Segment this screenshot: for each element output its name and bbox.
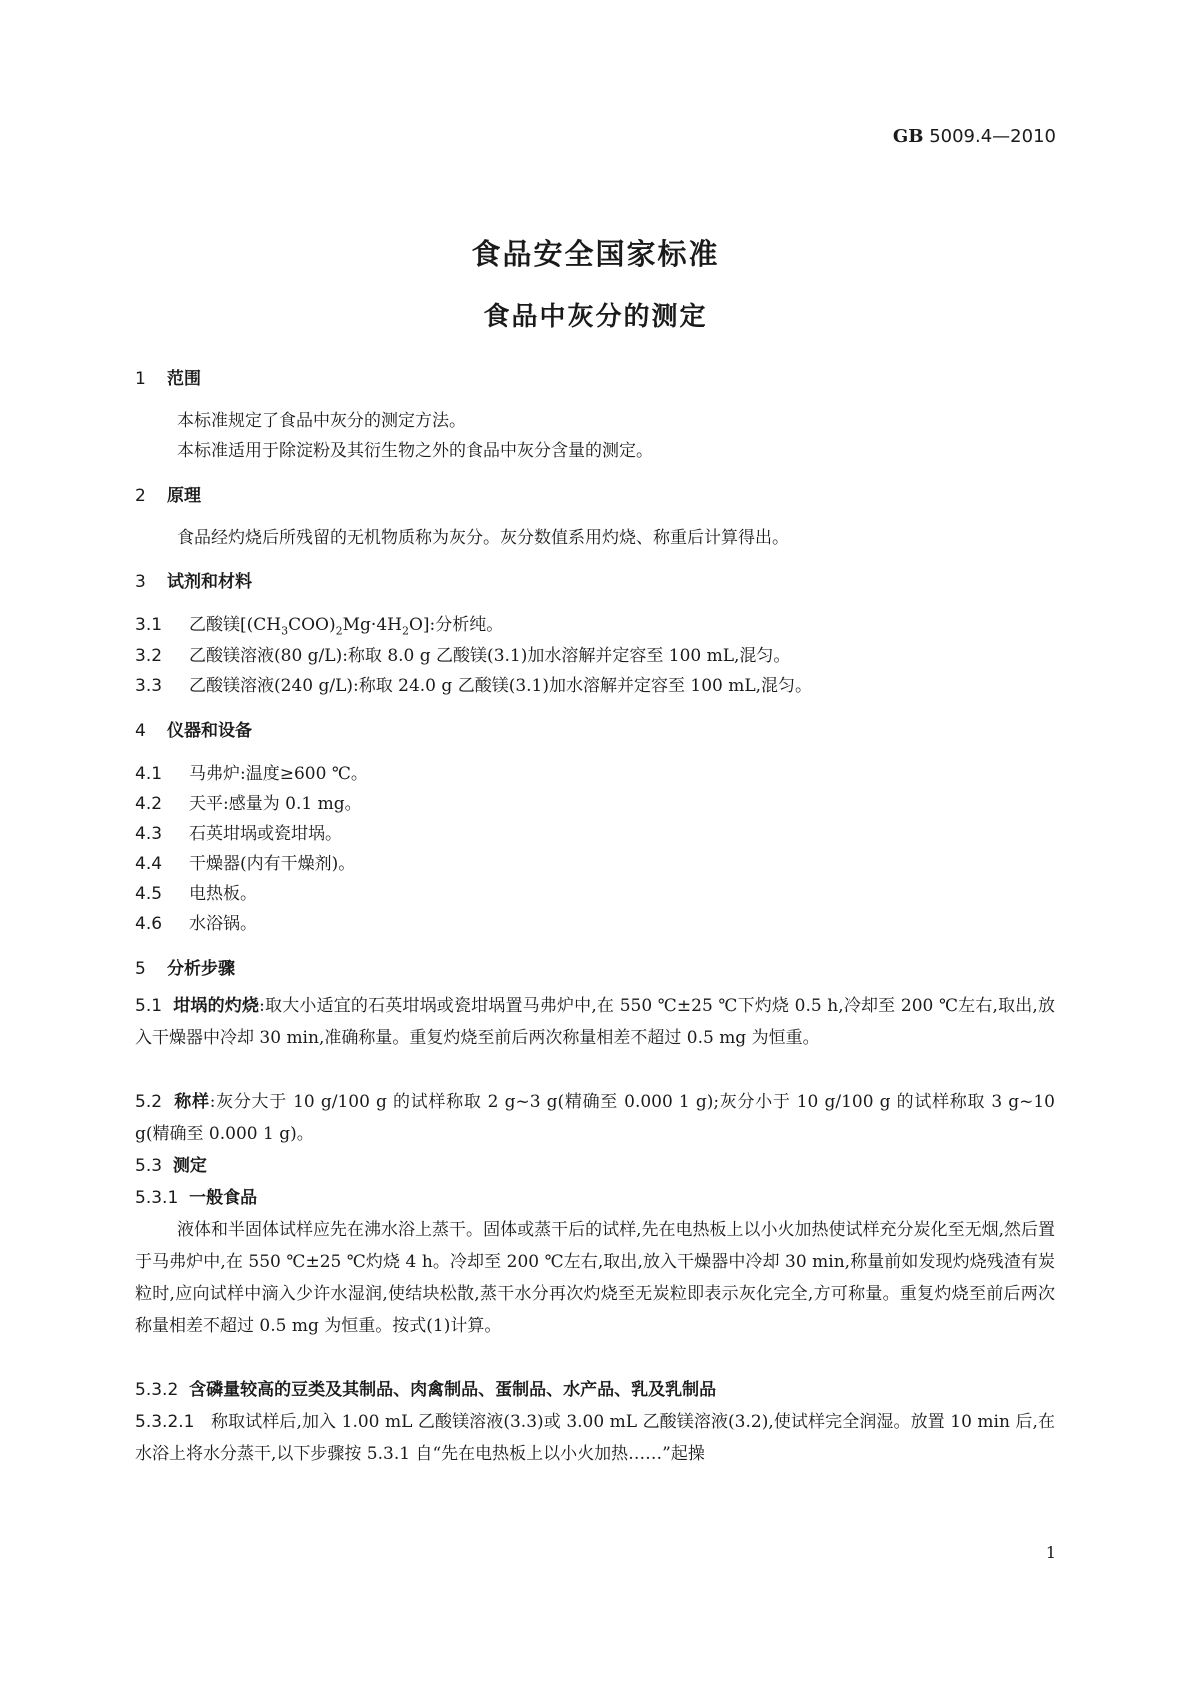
standard-code-prefix: GB bbox=[892, 126, 924, 147]
section-number: 5 bbox=[135, 959, 146, 979]
item-5-1 bbox=[135, 990, 1055, 1054]
item-3-2 bbox=[135, 641, 790, 666]
section-number: 3 bbox=[135, 572, 146, 592]
item-3-1 bbox=[135, 610, 503, 637]
item-4-3 bbox=[135, 819, 342, 844]
item-number: 5.3.1 bbox=[135, 1188, 179, 1208]
section-title: 仪器和设备 bbox=[167, 721, 252, 741]
item-text: 干燥器(内有干燥剂)。 bbox=[189, 854, 356, 874]
item-number: 3.3 bbox=[135, 676, 163, 696]
item-text: 电热板。 bbox=[189, 884, 257, 904]
formula-part: Mg·4H bbox=[342, 615, 402, 635]
item-number: 5.3.2 bbox=[135, 1380, 179, 1400]
item-text: 水浴锅。 bbox=[189, 914, 257, 934]
item-5-2 bbox=[135, 1086, 1055, 1150]
section-5-heading bbox=[135, 954, 235, 979]
section-1-paragraph-1: 本标准规定了食品中灰分的测定方法。 bbox=[177, 411, 466, 431]
item-number: 5.3 bbox=[135, 1156, 163, 1176]
item-text: 天平:感量为 0.1 mg。 bbox=[189, 794, 362, 814]
item-text: 乙酸镁溶液(80 g/L):称取 8.0 g 乙酸镁(3.1)加水溶解并定容至 100 mL,混匀。 bbox=[189, 646, 791, 666]
formula-part: O]:分析纯。 bbox=[408, 615, 504, 635]
item-number: 5.3.2.1 bbox=[135, 1412, 195, 1432]
item-4-2 bbox=[135, 789, 362, 814]
standard-code-number: 5009.4—2010 bbox=[929, 126, 1056, 147]
item-number: 4.2 bbox=[135, 794, 163, 814]
item-4-6 bbox=[135, 909, 257, 934]
document-subtitle: 食品中灰分的测定 bbox=[483, 302, 708, 332]
item-text: 马弗炉:温度≥600 ℃。 bbox=[189, 764, 368, 784]
section-title: 范围 bbox=[167, 369, 201, 389]
section-title: 试剂和材料 bbox=[167, 572, 252, 592]
item-number: 3.1 bbox=[135, 615, 163, 635]
document-title: 食品安全国家标准 bbox=[471, 237, 720, 271]
item-text: :取大小适宜的石英坩埚或瓷坩埚置马弗炉中,在 550 ℃±25 ℃下灼烧 0.5 h,冷却至 200 ℃左右,取出,放入干燥器中冷却 30 min,准确称量。重复灼烧至前后两次称量相差不超过 0.5 mg 为恒重。 bbox=[135, 996, 1056, 1048]
section-2-heading bbox=[135, 481, 201, 506]
item-5-3-1-heading bbox=[135, 1182, 1055, 1214]
item-number: 4.5 bbox=[135, 884, 163, 904]
item-3-3 bbox=[135, 671, 812, 696]
item-text: 称取试样后,加入 1.00 mL 乙酸镁溶液(3.3)或 3.00 mL 乙酸镁溶液(3.2),使试样完全润湿。放置 10 min 后,在水浴上将水分蒸干,以下步骤按 5.3.1 自“先在电热板上以小火加热……”起操 bbox=[135, 1412, 1055, 1464]
section-4-heading bbox=[135, 716, 252, 741]
item-title: 含磷量较高的豆类及其制品、肉禽制品、蛋制品、水产品、乳及乳制品 bbox=[189, 1380, 717, 1400]
subscript: 2 bbox=[401, 624, 409, 638]
item-bold-term: 称样 bbox=[174, 1092, 210, 1112]
item-5-3 bbox=[135, 1150, 1055, 1182]
section-title: 原理 bbox=[167, 486, 201, 506]
item-4-1 bbox=[135, 759, 368, 784]
item-text: :灰分大于 10 g/100 g 的试样称取 2 g~3 g(精确至 0.000 1 g);灰分小于 10 g/100 g 的试样称取 3 g~10 g(精确至 0.000 1 g)。 bbox=[135, 1092, 1056, 1144]
formula-part: COO) bbox=[288, 615, 336, 635]
item-number: 4.1 bbox=[135, 764, 163, 784]
section-number: 1 bbox=[135, 369, 146, 389]
item-text: 乙酸镁溶液(240 g/L):称取 24.0 g 乙酸镁(3.1)加水溶解并定容至 100 mL,混匀。 bbox=[189, 676, 813, 696]
item-number: 5.1 bbox=[135, 996, 163, 1016]
item-4-5 bbox=[135, 879, 257, 904]
standard-code bbox=[893, 126, 1056, 147]
subscript: 2 bbox=[335, 624, 343, 638]
item-number: 5.2 bbox=[135, 1092, 163, 1112]
item-bold-term: 坩埚的灼烧 bbox=[173, 996, 260, 1016]
section-3-heading bbox=[135, 567, 252, 592]
item-number: 4.3 bbox=[135, 824, 163, 844]
subscript: 3 bbox=[281, 624, 289, 638]
item-number: 3.2 bbox=[135, 646, 163, 666]
item-text: 石英坩埚或瓷坩埚。 bbox=[189, 824, 342, 844]
item-number: 4.6 bbox=[135, 914, 163, 934]
section-number: 4 bbox=[135, 721, 146, 741]
section-2-paragraph-1: 食品经灼烧后所残留的无机物质称为灰分。灰分数值系用灼烧、称重后计算得出。 bbox=[177, 528, 789, 548]
page-number: 1 bbox=[1045, 1543, 1056, 1562]
item-5-3-2-heading bbox=[135, 1374, 1055, 1406]
section-number: 2 bbox=[135, 486, 146, 506]
item-number: 4.4 bbox=[135, 854, 163, 874]
formula-part: 乙酸镁[(CH bbox=[189, 615, 282, 635]
section-1-paragraph-2: 本标准适用于除淀粉及其衍生物之外的食品中灰分含量的测定。 bbox=[177, 441, 653, 461]
item-5-3-1-text: 液体和半固体试样应先在沸水浴上蒸干。固体或蒸干后的试样,先在电热板上以小火加热使试样充分炭化至无烟,然后置于马弗炉中,在 550 ℃±25 ℃灼烧 4 h。冷却至 200 ℃左右,取出,放入干燥器中冷却 30 min,称量前如发现灼烧残渣有炭粒时,应向试样中滴入少许水湿润,使结块松散,蒸干水分再次灼烧至无炭粒即表示灰化完全,方可称量。重复灼烧至前后两次称量相差不超过 0.5 mg 为恒重。按式(1)计算。 bbox=[135, 1220, 1055, 1336]
section-1-heading bbox=[135, 364, 201, 389]
section-title: 分析步骤 bbox=[167, 959, 235, 979]
item-title: 测定 bbox=[172, 1156, 207, 1176]
item-5-3-2-1 bbox=[135, 1406, 1055, 1470]
item-4-4 bbox=[135, 849, 355, 874]
item-title: 一般食品 bbox=[189, 1188, 258, 1208]
